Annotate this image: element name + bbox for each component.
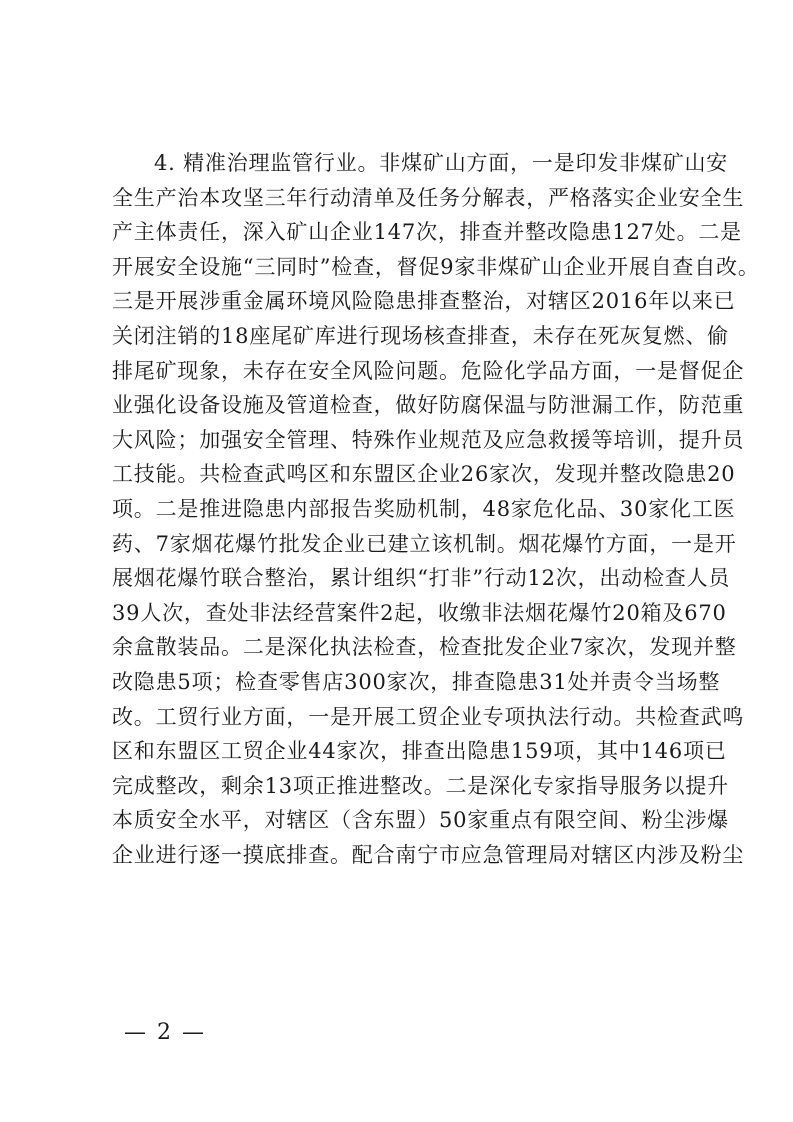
text-line: 余盒散装品。二是深化执法检查，检查批发企业7家次，发现并整 [112, 635, 737, 660]
text-line: 产主体责任，深入矿山企业147次，排查并整改隐患127处。二是 [112, 220, 742, 245]
text-line: 区和东盟区工贸企业44家次，排查出隐患159项，其中146项已 [112, 739, 727, 764]
text-line: 三是开展涉重金属环境风险隐患排查整治，对辖区2016年以来已 [112, 289, 736, 314]
text-line: 展烟花爆竹联合整治，累计组织“打非”行动12次，出动检查人员 [112, 566, 731, 591]
text-line: 本质安全水平，对辖区（含东盟）50家重点有限空间、粉尘涉爆 [112, 808, 729, 833]
text-line: 企业进行逐一摸底排查。配合南宁市应急管理局对辖区内涉及粉尘 [112, 842, 745, 867]
text-line: 工技能。共检查武鸣区和东盟区企业26家次，发现并整改隐患20 [112, 462, 736, 487]
page-number: — 2 — [124, 1020, 206, 1045]
text-line: 39人次，查处非法经营案件2起，收缴非法烟花爆竹20箱及670 [112, 600, 727, 625]
text-line: 业强化设备设施及管道检查，做好防腐保温与防泄漏工作，防范重 [112, 393, 745, 418]
text-line: 改隐患5项；检查零售店300家次，排查隐患31处并责令当场整 [112, 669, 721, 694]
body-paragraph [112, 146, 760, 872]
text-line: 大风险；加强安全管理、特殊作业规范及应急救援等培训，提升员 [112, 427, 745, 452]
text-line: 开展安全设施“三同时”检查，督促9家非煤矿山企业开展自查自改。 [112, 254, 760, 279]
text-line: 关闭注销的18座尾矿库进行现场核查排查，未存在死灰复燃、偷 [112, 323, 729, 348]
text-line: 排尾矿现象，未存在安全风险问题。危险化学品方面，一是督促企 [112, 358, 745, 383]
text-line: 药、7家烟花爆竹批发企业已建立该机制。烟花爆竹方面，一是开 [112, 531, 737, 556]
text-line: 全生产治本攻坚三年行动清单及任务分解表，严格落实企业安全生 [112, 185, 745, 210]
text-line: 完成整改，剩余13项正推进整改。二是深化专家指导服务以提升 [112, 773, 729, 798]
text-line: 项。二是推进隐患内部报告奖励机制，48家危化品、30家化工医 [112, 496, 736, 521]
text-line: 改。工贸行业方面，一是开展工贸企业专项执法行动。共检查武鸣 [112, 704, 745, 729]
text-line: 4. 精准治理监管行业。非煤矿山方面，一是印发非煤矿山安 [154, 151, 729, 175]
